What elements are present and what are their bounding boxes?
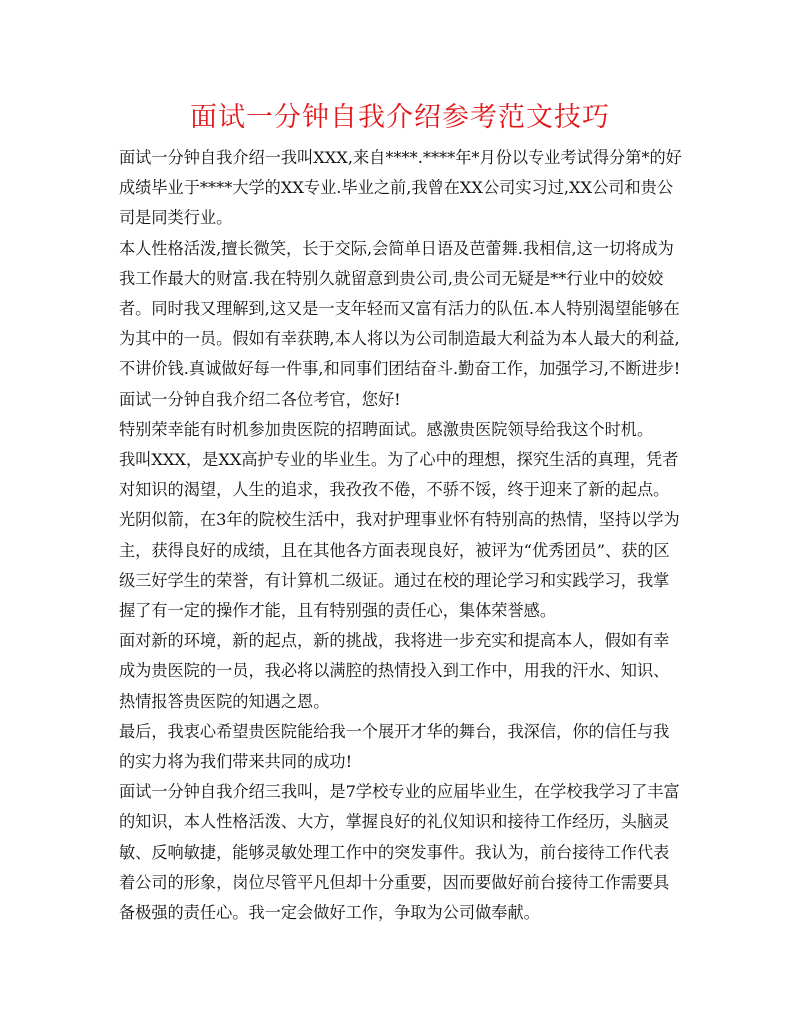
- paragraph-4: 特别荣幸能有时机参加贵医院的招聘面试。感激贵医院领导给我这个时机。: [119, 419, 654, 439]
- paragraph-2: 本人性格活泼,擅长微笑，长于交际,会简单日语及芭蕾舞.我相信,这一切将成为我工作最大的财富.我在特别久就留意到贵公司,贵公司无疑是**行业中的姣姣者。同时我又理解到,这又是一支年轻而又富有活力的队伍.本人特别渴望能够在为其中的一员。假如有幸获聘,本人将以为公司制造最大利益为本人最大的利益,不讲价钱.真诚做好每一件事,和同事们团结奋斗.勤奋工作，加强学习,不断进步!: [119, 238, 681, 379]
- paragraph-6: 光阴似箭，在3年的院校生活中，我对护理事业怀有特别高的热情，坚持以学为主，获得良好的成绩，且在其他各方面表现良好，被评为“优秀团员”、获的区级三好学生的荣誉，有计算机二级证。通过在校的理论学习和实践学习，我掌握了有一定的操作才能，且有特别强的责任心，集体荣誉感。: [119, 510, 680, 621]
- paragraph-1: 面试一分钟自我介绍一我叫XXX,来自****.****年*月份以专业考试得分第*的好成绩毕业于****大学的XX专业.毕业之前,我曾在XX公司实习过,XX公司和贵公司是同类行业。: [119, 148, 682, 228]
- paragraph-7: 面对新的环境，新的起点，新的挑战，我将进一步充实和提高本人，假如有幸成为贵医院的一员，我必将以满腔的热情投入到工作中，用我的汗水、知识、热情报答贵医院的知遇之恩。: [119, 631, 670, 711]
- paragraph-3: 面试一分钟自我介绍二各位考官，您好!: [119, 389, 401, 409]
- document-title: 面试一分钟自我介绍参考范文技巧: [190, 102, 610, 133]
- document-body: [119, 143, 684, 928]
- paragraph-9: 面试一分钟自我介绍三我叫，是7学校专业的应届毕业生，在学校我学习了丰富的知识，本人性格活泼、大方，掌握良好的礼仪知识和接待工作经历，头脑灵敏、反响敏捷，能够灵敏处理工作中的突发事件。我认为，前台接待工作代表着公司的形象，岗位尽管平凡但却十分重要，因而要做好前台接待工作需要具备极强的责任心。我一定会做好工作，争取为公司做奉献。: [119, 782, 680, 923]
- paragraph-8: 最后，我衷心希望贵医院能给我一个展开才华的舞台，我深信，你的信任与我的实力将为我们带来共同的成功!: [119, 721, 670, 772]
- paragraph-5: 我叫XXX，是XX高护专业的毕业生。为了心中的理想，探究生活的真理，凭者对知识的渴望，人生的追求，我孜孜不倦，不骄不馁，终于迎来了新的起点。: [119, 450, 679, 500]
